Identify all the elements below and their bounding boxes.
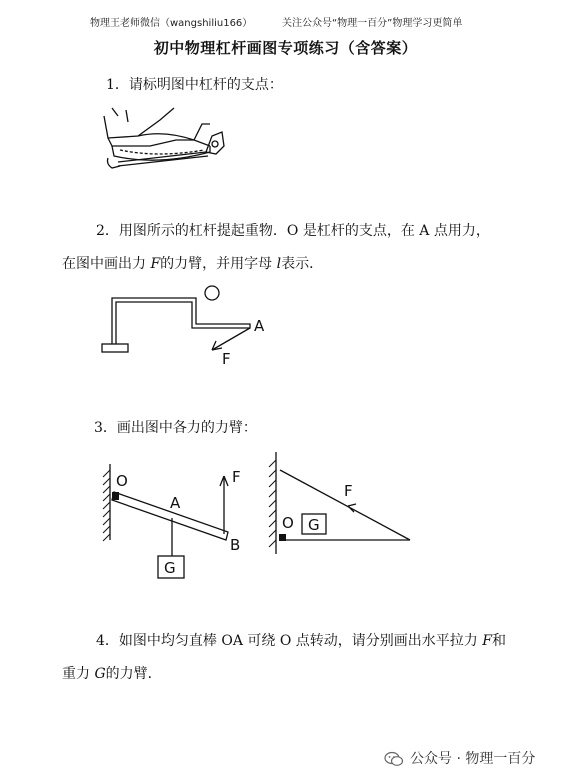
question-2-line2: 在图中画出力 F的力臂，并用字母 l表示．	[62, 256, 324, 272]
header-right: 关注公众号“物理一百分”物理学习更简单	[282, 18, 463, 29]
page-title: 初中物理杠杆画图专项练习（含答案）	[153, 39, 418, 57]
wechat-icon	[384, 751, 404, 767]
label-F: F	[344, 482, 353, 500]
label-G: G	[164, 559, 176, 577]
lever-figure-q3-left	[100, 460, 250, 588]
question-2-line1: 2．用图所示的杠杆提起重物．O 是杠杆的支点，在 A 点用力，	[96, 223, 490, 239]
label-F: F	[232, 468, 241, 486]
label-F: F	[222, 350, 231, 368]
footer-watermark: 公众号 · 物理一百分	[384, 748, 535, 768]
label-G: G	[308, 516, 320, 534]
question-1-text: 1．请标明图中杠杆的支点：	[106, 77, 283, 93]
label-B: B	[230, 536, 241, 554]
question-4-line2: 重力 G的力臂．	[62, 666, 162, 682]
label-O: O	[282, 514, 294, 532]
header-left: 物理王老师微信（wangshiliu166）	[90, 18, 253, 29]
lever-figure-q2	[100, 284, 280, 368]
question-4-line1: 4．如图中均匀直棒 OA 可绕 O 点转动，请分别画出水平拉力 F和	[96, 633, 506, 649]
label-O: O	[116, 472, 128, 490]
pivot-point	[112, 492, 119, 500]
question-3-text: 3．画出图中各力的力臂：	[94, 420, 257, 436]
foot-pedal-figure	[98, 106, 228, 178]
label-A: A	[170, 494, 181, 512]
label-A: A	[254, 317, 265, 335]
pivot-point	[279, 534, 286, 541]
lever-figure-q3-right	[264, 448, 416, 556]
